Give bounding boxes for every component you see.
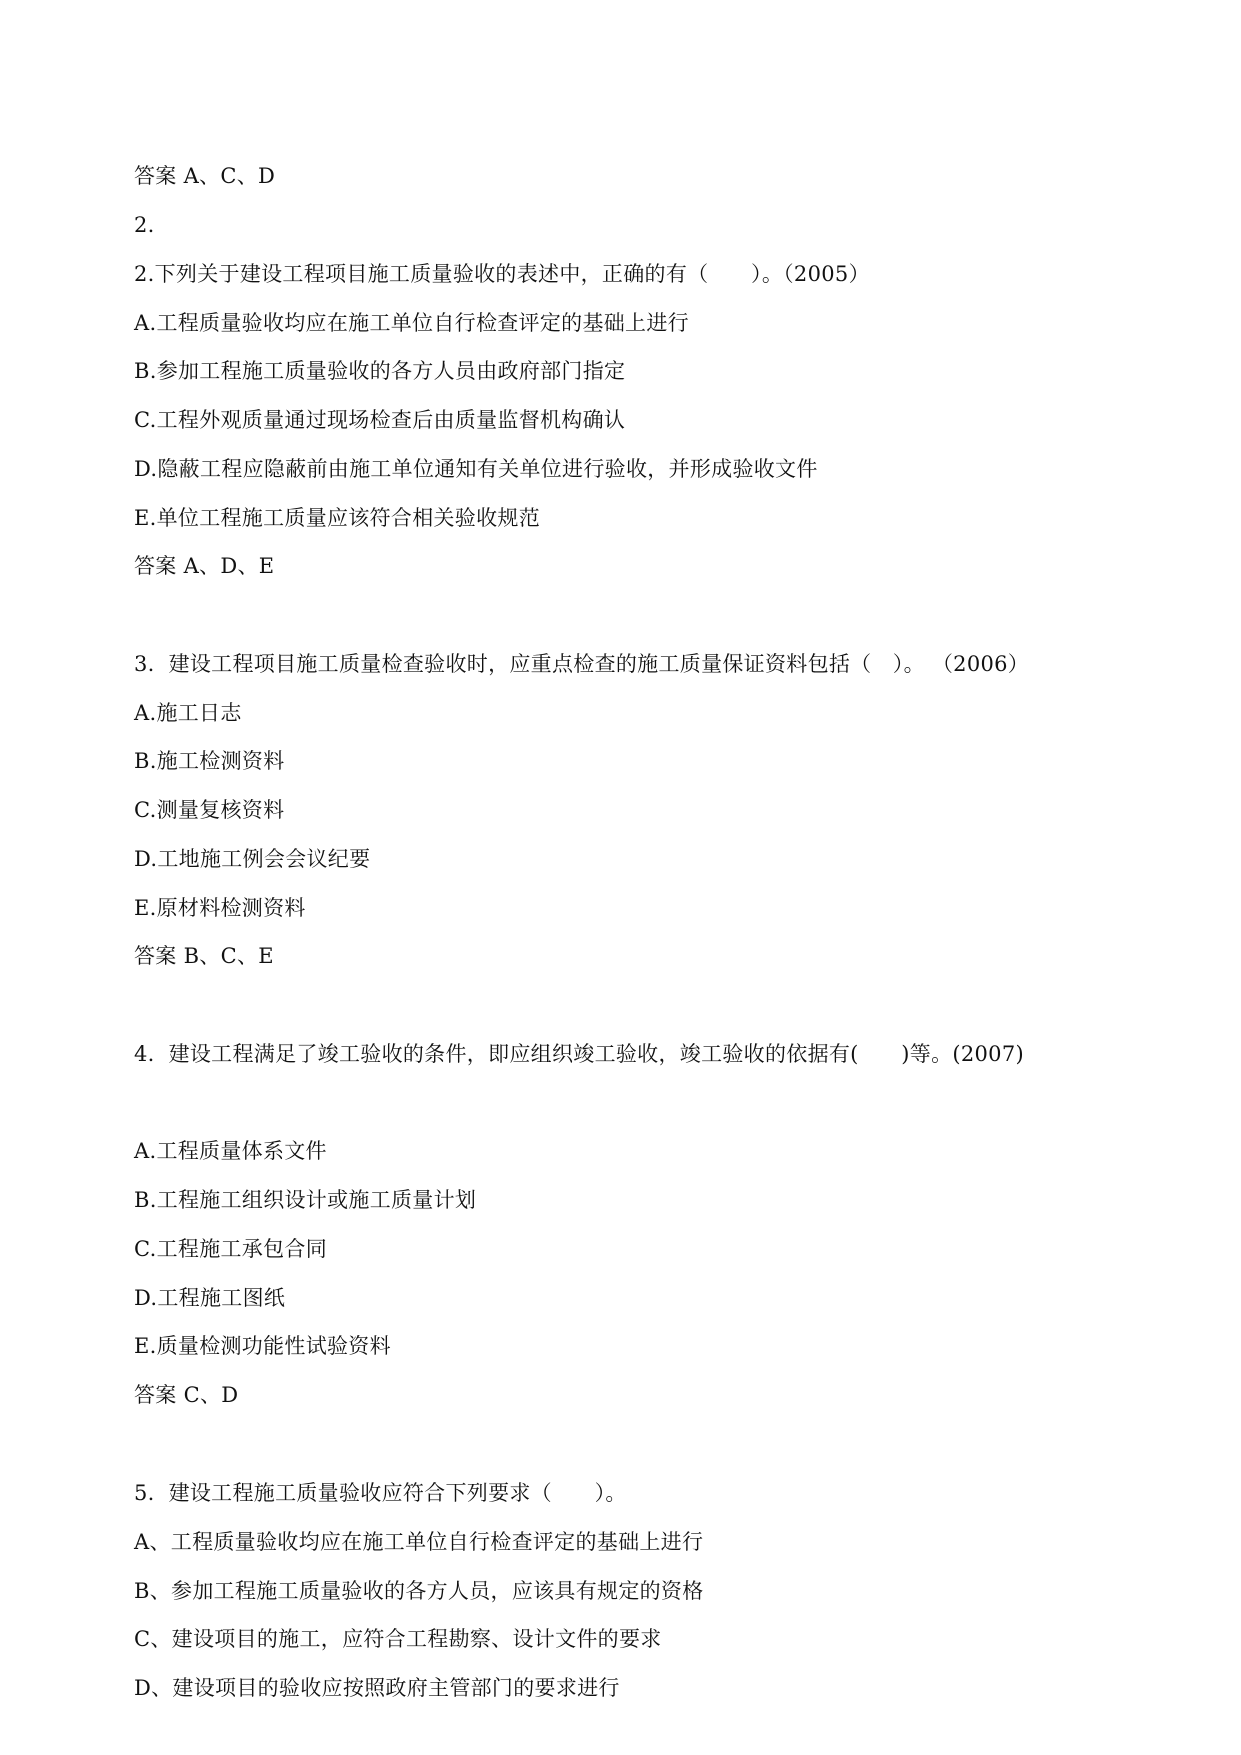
q5-stem: 5. 建设工程施工质量验收应符合下列要求（ ）。 [134, 1481, 627, 1505]
q2-option-e: E.单位工程施工质量应该符合相关验收规范 [134, 506, 541, 530]
q5-option-a: A、工程质量验收均应在施工单位自行检查评定的基础上进行 [134, 1530, 704, 1554]
q2-answer: 答案 A、D、E [134, 554, 275, 578]
q4-option-e: E.质量检测功能性试验资料 [134, 1334, 391, 1358]
q3-option-d: D.工地施工例会会议纪要 [134, 847, 371, 871]
q5-option-c: C、建设项目的施工，应符合工程勘察、设计文件的要求 [134, 1627, 662, 1651]
q2-option-b: B.参加工程施工质量验收的各方人员由政府部门指定 [134, 359, 626, 383]
q4-answer: 答案 C、D [134, 1383, 239, 1407]
q5-option-b: B、参加工程施工质量验收的各方人员，应该具有规定的资格 [134, 1579, 704, 1603]
q3-stem: 3. 建设工程项目施工质量检查验收时，应重点检查的施工质量保证资料包括（ ）。 （2006） [134, 652, 1030, 676]
q1-answer: 答案 A、C、D [134, 164, 276, 188]
q3-option-a: A.施工日志 [134, 701, 242, 725]
q5-option-d: D、建设项目的验收应按照政府主管部门的要求进行 [134, 1676, 620, 1700]
q2-stem: 2.下列关于建设工程项目施工质量验收的表述中，正确的有（ ）。（2005） [134, 262, 870, 286]
q4-option-d: D.工程施工图纸 [134, 1286, 286, 1310]
q3-answer: 答案 B、C、E [134, 944, 274, 968]
q2-option-c: C.工程外观质量通过现场检查后由质量监督机构确认 [134, 408, 626, 432]
q4-option-c: C.工程施工承包合同 [134, 1237, 327, 1261]
q3-option-c: C.测量复核资料 [134, 798, 285, 822]
q2-option-d: D.隐蔽工程应隐蔽前由施工单位通知有关单位进行验收，并形成验收文件 [134, 457, 818, 481]
q2-number: 2. [134, 213, 155, 237]
q3-option-b: B.施工检测资料 [134, 749, 285, 773]
q4-option-a: A.工程质量体系文件 [134, 1139, 327, 1163]
q4-option-b: B.工程施工组织设计或施工质量计划 [134, 1188, 477, 1212]
q2-option-a: A.工程质量验收均应在施工单位自行检查评定的基础上进行 [134, 311, 689, 335]
q3-option-e: E.原材料检测资料 [134, 896, 306, 920]
q4-stem: 4. 建设工程满足了竣工验收的条件，即应组织竣工验收，竣工验收的依据有( )等。(2007) [134, 1042, 1024, 1066]
